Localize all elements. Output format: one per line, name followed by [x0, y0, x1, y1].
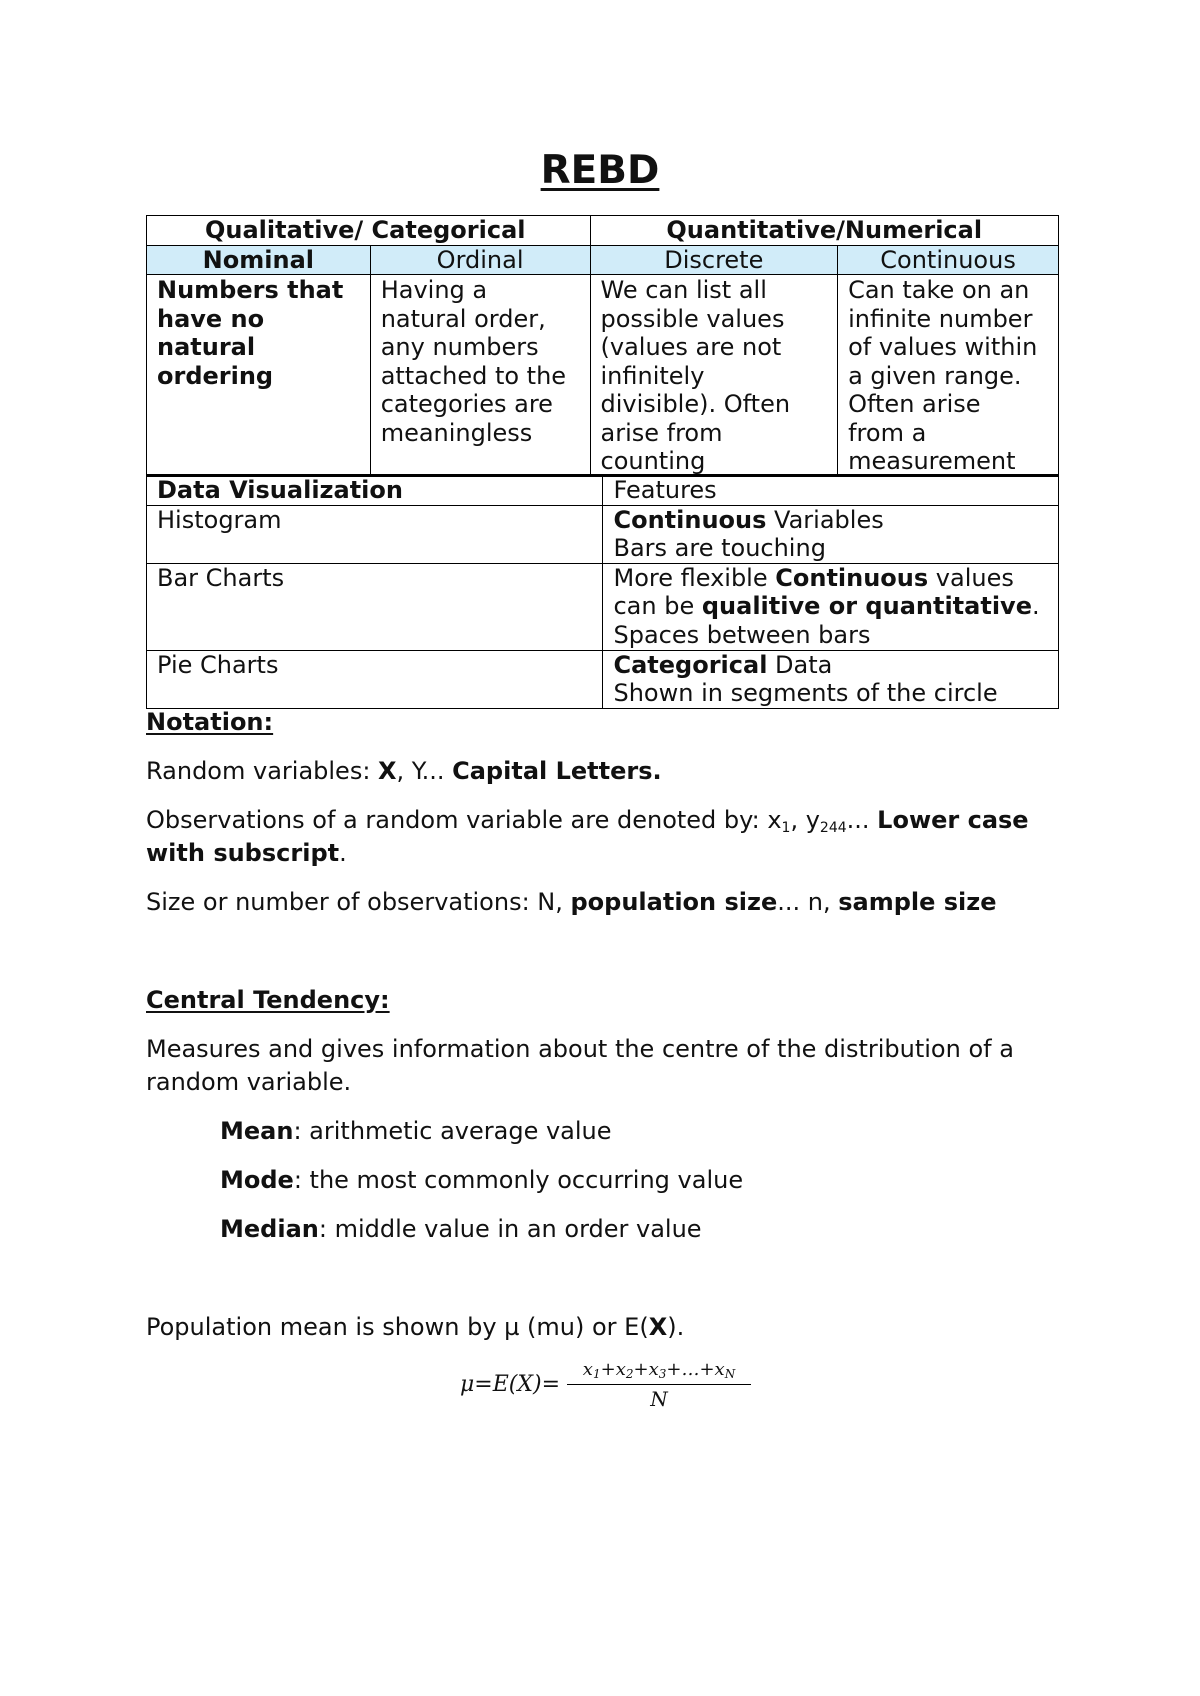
notation-line-observations — [146, 804, 1029, 837]
data-types-table — [146, 215, 1059, 477]
text-run: X — [378, 757, 397, 785]
quantitative-header: Quantitative/Numerical — [590, 216, 1059, 246]
text-run: , y — [790, 806, 820, 834]
pie-charts-cell: Pie Charts — [147, 650, 603, 708]
notation-line-size — [146, 886, 997, 919]
text-run: ... n, — [777, 888, 839, 916]
data-visualization-table — [146, 474, 1059, 709]
notation-heading: Notation: — [146, 708, 274, 736]
text-run: , Y... — [396, 757, 453, 785]
text-run: Mean — [220, 1117, 294, 1145]
text-run: sample size — [838, 888, 997, 916]
feature-bold: Continuous — [613, 505, 767, 534]
feature-bold: Continuous — [775, 563, 929, 592]
desc-line: Numbers that — [157, 276, 344, 304]
qualitative-header: Qualitative/ Categorical — [147, 216, 591, 246]
feature-text: Data — [767, 650, 833, 679]
desc-line: natural — [157, 333, 256, 361]
desc-line: meaningless — [380, 418, 533, 447]
desc-line: infinitely — [600, 361, 705, 390]
text-run: Random variables: — [146, 757, 379, 785]
discrete-header: Discrete — [590, 245, 838, 275]
nominal-header: Nominal — [147, 245, 371, 275]
feature-bold: Categorical — [613, 650, 768, 679]
mean-definition — [220, 1115, 612, 1148]
text-run: Median — [220, 1215, 319, 1243]
feature-text: More flexible — [613, 563, 776, 592]
feature-text: Variables — [766, 505, 884, 534]
feature-text: values — [928, 563, 1014, 592]
text-run: Size or number of observations: N, — [146, 888, 571, 916]
desc-line: natural order, — [380, 304, 546, 333]
feature-text: . — [1031, 592, 1040, 620]
page-title: REBD — [540, 148, 660, 193]
feature-text: can be — [613, 592, 702, 620]
continuous-header: Continuous — [838, 245, 1059, 275]
desc-line: Often arise — [848, 390, 981, 418]
desc-line: any numbers — [380, 333, 539, 361]
ordinal-description — [370, 275, 590, 477]
desc-line: of values within — [848, 333, 1038, 361]
continuous-description — [838, 275, 1059, 477]
text-run: Observations of a random variable are denoted by: x — [146, 806, 782, 834]
feature-bold: qualitive or quantitative — [701, 592, 1032, 620]
features-header: Features — [603, 475, 1059, 505]
histogram-features — [603, 505, 1059, 563]
text-run: ). — [667, 1313, 685, 1341]
text-run: : middle value in an order value — [318, 1215, 702, 1243]
desc-line: have no — [157, 304, 265, 333]
visualization-header: Data Visualization — [147, 475, 603, 505]
feature-text: Shown in segments of the circle — [613, 679, 998, 707]
ordinal-header: Ordinal — [370, 245, 590, 275]
desc-line: We can list all — [600, 276, 767, 304]
desc-line: possible values — [600, 304, 785, 333]
text-run: X — [648, 1313, 668, 1341]
text-run: : arithmetic average value — [293, 1117, 612, 1145]
text-run: . — [339, 839, 347, 867]
central-tendency-heading: Central Tendency: — [146, 986, 390, 1014]
bar-charts-features — [603, 563, 1059, 650]
desc-line: Having a — [380, 276, 488, 304]
formula-denominator: N — [650, 1387, 668, 1411]
central-tendency-line-1: Measures and gives information about the centre of the distribution of a — [146, 1035, 1014, 1063]
text-run: Capital Letters. — [452, 757, 662, 785]
desc-line: (values are not — [600, 333, 782, 361]
desc-line: categories are — [380, 390, 553, 418]
fraction-bar — [567, 1384, 751, 1385]
text-run: Population mean is shown by µ (mu) or E( — [146, 1313, 649, 1341]
central-tendency-line-2: random variable. — [146, 1068, 352, 1096]
pie-charts-features — [603, 650, 1059, 708]
text-run: population size — [570, 888, 778, 916]
desc-line: measurement — [848, 447, 1016, 475]
text-run: ... — [846, 806, 878, 834]
discrete-description — [590, 275, 838, 477]
mode-definition — [220, 1164, 743, 1197]
population-mean-line — [146, 1311, 684, 1344]
text-run: : the most commonly occurring value — [293, 1166, 744, 1194]
formula-lhs: μ=E(X)= — [460, 1372, 561, 1397]
desc-line: attached to the — [380, 361, 567, 390]
desc-line: divisible). Often — [600, 390, 791, 418]
formula-fraction — [567, 1358, 751, 1410]
desc-line: Can take on an — [848, 276, 1030, 304]
desc-line: infinite number — [848, 304, 1033, 333]
desc-line: ordering — [157, 361, 274, 390]
desc-line: a given range. — [848, 361, 1022, 390]
subscript: 244 — [819, 820, 847, 836]
nominal-description — [147, 275, 371, 477]
desc-line: arise from — [600, 418, 723, 447]
histogram-cell: Histogram — [147, 505, 603, 563]
text-run: with subscript — [146, 839, 340, 867]
desc-line: from a — [848, 418, 927, 447]
feature-text: Spaces between bars — [613, 620, 871, 649]
feature-text: Bars are touching — [613, 534, 826, 562]
desc-line: counting — [600, 447, 706, 475]
formula-numerator: $x_1+x_2+x_3+\dots+x_N$ — [582, 1359, 736, 1381]
notation-line-subscript — [146, 837, 347, 870]
notation-line-random-variables — [146, 755, 662, 788]
median-definition — [220, 1213, 702, 1246]
text-run: Mode — [220, 1166, 294, 1194]
bar-charts-cell: Bar Charts — [147, 563, 603, 650]
subscript: 1 — [781, 820, 791, 836]
text-run: Lower case — [877, 806, 1029, 834]
